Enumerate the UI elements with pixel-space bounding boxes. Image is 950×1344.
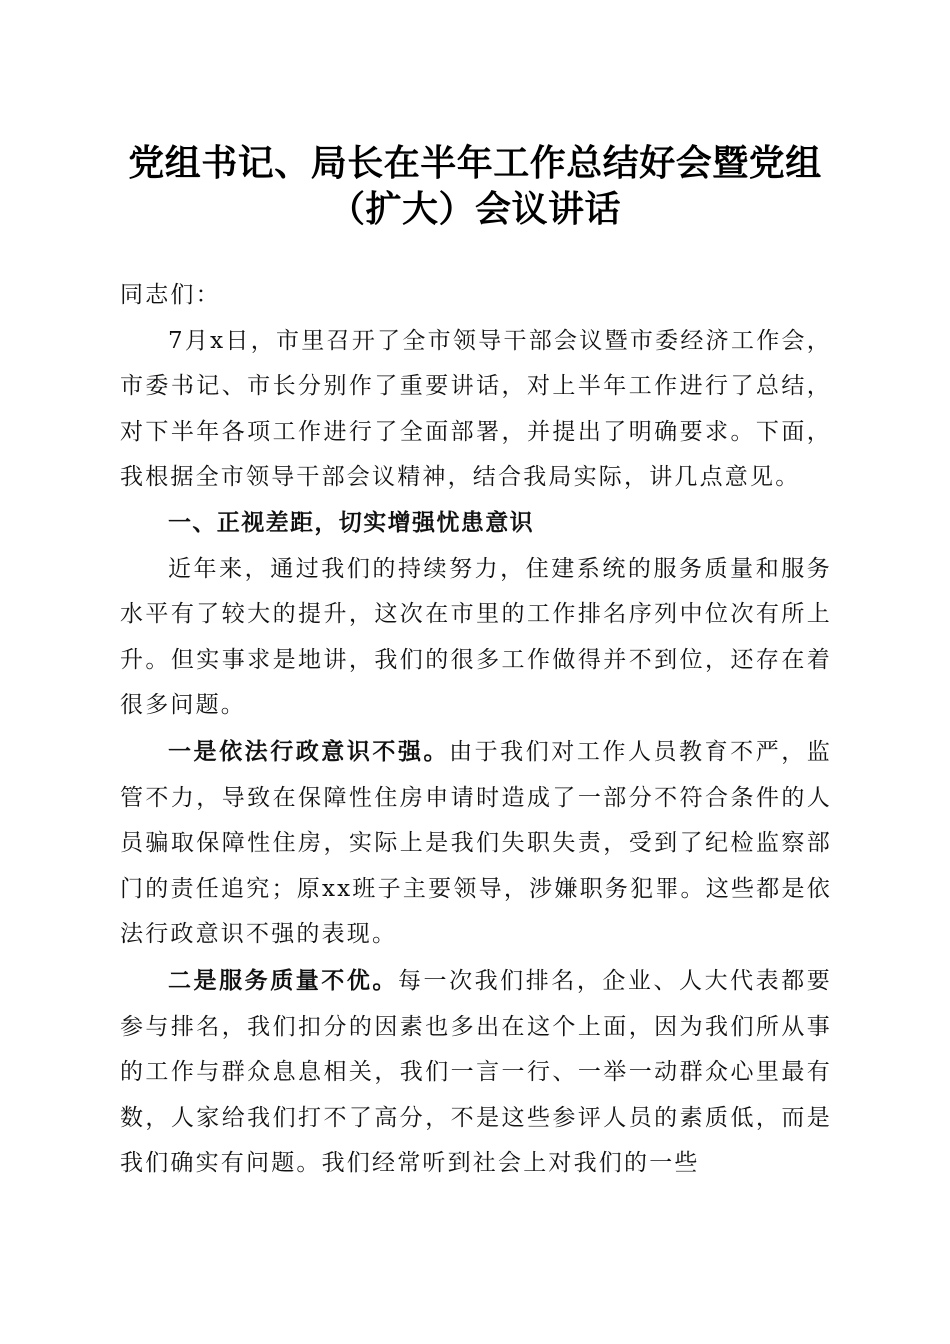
document-body (120, 273, 832, 1187)
point-1-paragraph (120, 729, 832, 958)
salutation: 同志们： (120, 282, 221, 308)
point-2-text: 每一次我们排名，企业、人大代表都要参与排名，我们扣分的因素也多出在这个上面，因为我们所从事的工作与群众息息相关，我们一言一行、一举一动群众心里最有数，人家给我们打不了高分，不是这些参评人员的素质低，而是我们确实有问题。我们经常听到社会上对我们的一些 (120, 967, 832, 1177)
point-1-text: 由于我们对工作人员教育不严，监管不力，导致在保障性住房申请时造成了一部分不符合条件的人员骗取保障性住房，实际上是我们失职失责，受到了纪检监察部门的责任追究；原xx班子主要领导，涉嫌职务犯罪。这些都是依法行政意识不强的表现。 (120, 738, 833, 948)
point-2-paragraph (120, 958, 832, 1187)
point-1-lead: 一是依法行政意识不强。 (168, 737, 450, 765)
section-1-intro-paragraph: 近年来，通过我们的持续努力，住建系统的服务质量和服务水平有了较大的提升，这次在市里的工作排名序列中位次有所上升。但实事求是地讲，我们的很多工作做得并不到位，还存在着很多问题。 (120, 555, 832, 719)
point-2-lead: 二是服务质量不优。 (168, 966, 398, 994)
document-title-line-1: 党组书记、局长在半年工作总结好会暨党组 (128, 142, 822, 184)
opening-paragraph: 7月x日，市里召开了全市领导干部会议暨市委经济工作会，市委书记、市长分别作了重要讲话，对上半年工作进行了总结，对下半年各项工作进行了全面部署，并提出了明确要求。下面，我根据全市领导干部会议精神，结合我局实际，讲几点意见。 (120, 327, 832, 491)
document-title-line-2: （扩大）会议讲话 (328, 188, 621, 230)
section-heading-1: 一、正视差距，切实增强忧患意识 (168, 509, 534, 536)
